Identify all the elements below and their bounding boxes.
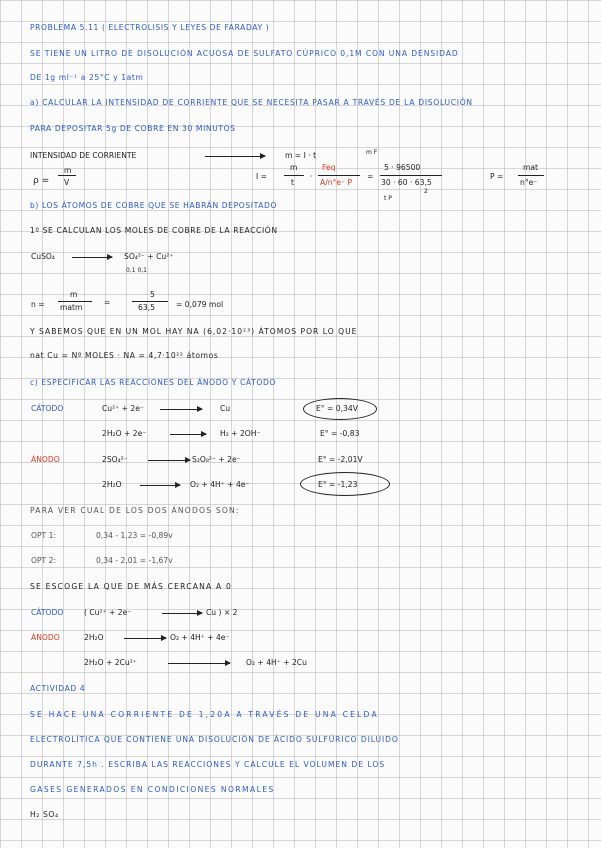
p-denominator: n°e⁻ (520, 178, 538, 187)
calc-under-labels: t P (384, 195, 392, 202)
overall-left: 2H₂O + 2Cu²⁺ (84, 658, 137, 667)
problem-title: PROBLEMA 5.11 ( ELECTROLISIS Y LEYES DE FARADAY ) (30, 23, 270, 32)
calc-numerator: 5 · 96500 (384, 163, 421, 172)
moles-n: n = (31, 300, 45, 309)
i-numerator: m (290, 163, 298, 172)
option-2-expr: 0,34 - 2,01 = -1,67v (96, 556, 173, 565)
arrow (205, 156, 265, 157)
calc-denominator-2: 2 (424, 188, 428, 195)
fraction-bar (132, 301, 168, 302)
p-label: P = (490, 172, 504, 181)
arrow (148, 460, 190, 461)
moles-den-1: matm (60, 303, 83, 312)
part-b-line-1: b) LOS ÁTOMOS DE COBRE QUE SE HABRÁN DEPOSITADO (30, 201, 278, 210)
options-intro: PARA VER CUAL DE LOS DOS ÁNODOS SON: (30, 506, 240, 515)
intensity-label: INTENSIDAD DE CORRIENTE (30, 151, 137, 160)
avogadro-line-2: nat Cu = Nº MOLES · NA = 4,7·10²² átomos (30, 351, 219, 360)
final-cathode-right: Cu ) × 2 (206, 608, 238, 617)
arrow (124, 638, 166, 639)
fraction-bar (380, 175, 442, 176)
activity-line-1: SE HACE UNA CORRIENTE DE 1,20A A TRAVÉS DE UNA CELDA (30, 710, 379, 719)
final-cathode-left: ( Cu²⁺ + 2e⁻ (84, 608, 132, 617)
activity-line-2: ELECTROLÍTICA QUE CONTIENE UNA DISOLUCIÓN DE ÁCIDO SULFÚRICO DILUIDO (30, 735, 399, 744)
overall-right: O₂ + 4H⁺ + 2Cu (246, 658, 307, 667)
last-formula: H₂ SO₄ (30, 810, 59, 819)
m-it-formula: m = I · t (285, 151, 317, 160)
choose-line: SE ESCOGE LA QUE DE MÁS CERCANA A 0 (30, 582, 233, 591)
moles-eq: = (104, 298, 111, 307)
fraction-bar (284, 175, 304, 176)
rho-denominator: V (64, 178, 70, 187)
i-denominator: t (291, 178, 294, 187)
fraction-bar (58, 175, 76, 176)
anode-r1-e0: E° = -2,01V (318, 455, 363, 464)
fraction-bar (518, 175, 544, 176)
intro-line-2: DE 1g ml⁻¹ a 25°C y 1atm (30, 73, 144, 82)
arrow (140, 485, 180, 486)
anode-label: ÁNODO (31, 455, 60, 464)
arrow (160, 409, 202, 410)
anode-r2-right: O₂ + 4H⁺ + 4e⁻ (190, 480, 250, 489)
anode-r1-right: S₂O₈²⁻ + 2e⁻ (192, 455, 241, 464)
cathode-r1-left: Cu²⁺ + 2e⁻ (102, 404, 144, 413)
final-anode-left: 2H₂O (84, 633, 104, 642)
anode-r1-left: 2SO₄²⁻ (102, 455, 128, 464)
intro-line-1: SE TIENE UN LITRO DE DISOLUCIÓN ACUOSA DE SULFATO CÚPRICO 0,1M CON UNA DENSIDAD (30, 49, 459, 58)
final-cathode-label: CÁTODO (31, 608, 64, 617)
anode-r2-e0: E° = -1,23 (318, 480, 358, 489)
cathode-r1-right: Cu (220, 404, 231, 413)
fraction-bar (318, 175, 360, 176)
calc-equals: = (367, 172, 374, 181)
moles-num-1: m (70, 290, 78, 299)
activity-title: ACTIVIDAD 4 (30, 684, 86, 693)
moles-den-2: 63,5 (138, 303, 155, 312)
cuso4-right: SO₄²⁻ + Cu²⁺ (124, 252, 174, 261)
arrow (170, 434, 206, 435)
cathode-label: CÁTODO (31, 404, 64, 413)
part-a-line-1: a) CALCULAR LA INTENSIDAD DE CORRIENTE QUE SE NECESITA PASAR A TRAVÉS DE LA DISOLUCIÓN (30, 98, 473, 107)
activity-line-3: DURANTE 7,5h . ESCRIBA LAS REACCIONES Y CALCULE EL VOLUMEN DE LOS (30, 760, 386, 769)
cathode-r1-e0: E° = 0,34V (316, 404, 358, 413)
i-label: I = (256, 172, 268, 181)
cathode-r2-e0: E° = -0,83 (320, 429, 360, 438)
part-b-line-2: 1º SE CALCULAN LOS MOLES DE COBRE DE LA REACCIÓN (30, 226, 278, 235)
arrow (72, 257, 112, 258)
calc-top-labels: m F (366, 149, 378, 156)
f-numerator: Feq (322, 163, 336, 172)
cathode-r2-right: H₂ + 2OH⁻ (220, 429, 261, 438)
part-a-line-2: PARA DEPOSITAR 5g DE COBRE EN 30 MINUTOS (30, 124, 236, 133)
option-1-label: OPT 1: (31, 531, 56, 540)
rho-label: ρ = (33, 176, 50, 186)
calc-denominator: 30 · 60 · 63,5 (381, 178, 432, 187)
p-numerator: mat (523, 163, 539, 172)
dot: · (310, 172, 313, 181)
part-c-title: c) ESPECIFICAR LAS REACCIONES DEL ÁNODO Y CÁTODO (30, 378, 276, 387)
f-denominator: A/n°e⁻ P (320, 178, 353, 187)
cuso4-left: CuSO₄ (31, 252, 55, 261)
cuso4-concentrations: 0,1 0,1 (126, 267, 147, 274)
final-anode-label: ÁNODO (31, 633, 60, 642)
fraction-bar (58, 301, 92, 302)
option-2-label: OPT 2: (31, 556, 56, 565)
arrow (162, 613, 202, 614)
cathode-r2-left: 2H₂O + 2e⁻ (102, 429, 147, 438)
moles-num-2: 5 (150, 290, 155, 299)
arrow (168, 663, 230, 664)
activity-line-4: GASES GENERADOS EN CONDICIONES NORMALES (30, 785, 275, 794)
option-1-expr: 0,34 - 1,23 = -0,89v (96, 531, 173, 540)
anode-r2-left: 2H₂O (102, 480, 122, 489)
moles-result: = 0,079 mol (176, 300, 224, 309)
final-anode-right: O₂ + 4H⁺ + 4e⁻ (170, 633, 230, 642)
avogadro-line-1: Y SABEMOS QUE EN UN MOL HAY NA (6,02·10²³) ÁTOMOS POR LO QUE (30, 327, 358, 336)
rho-numerator: m (64, 166, 72, 175)
